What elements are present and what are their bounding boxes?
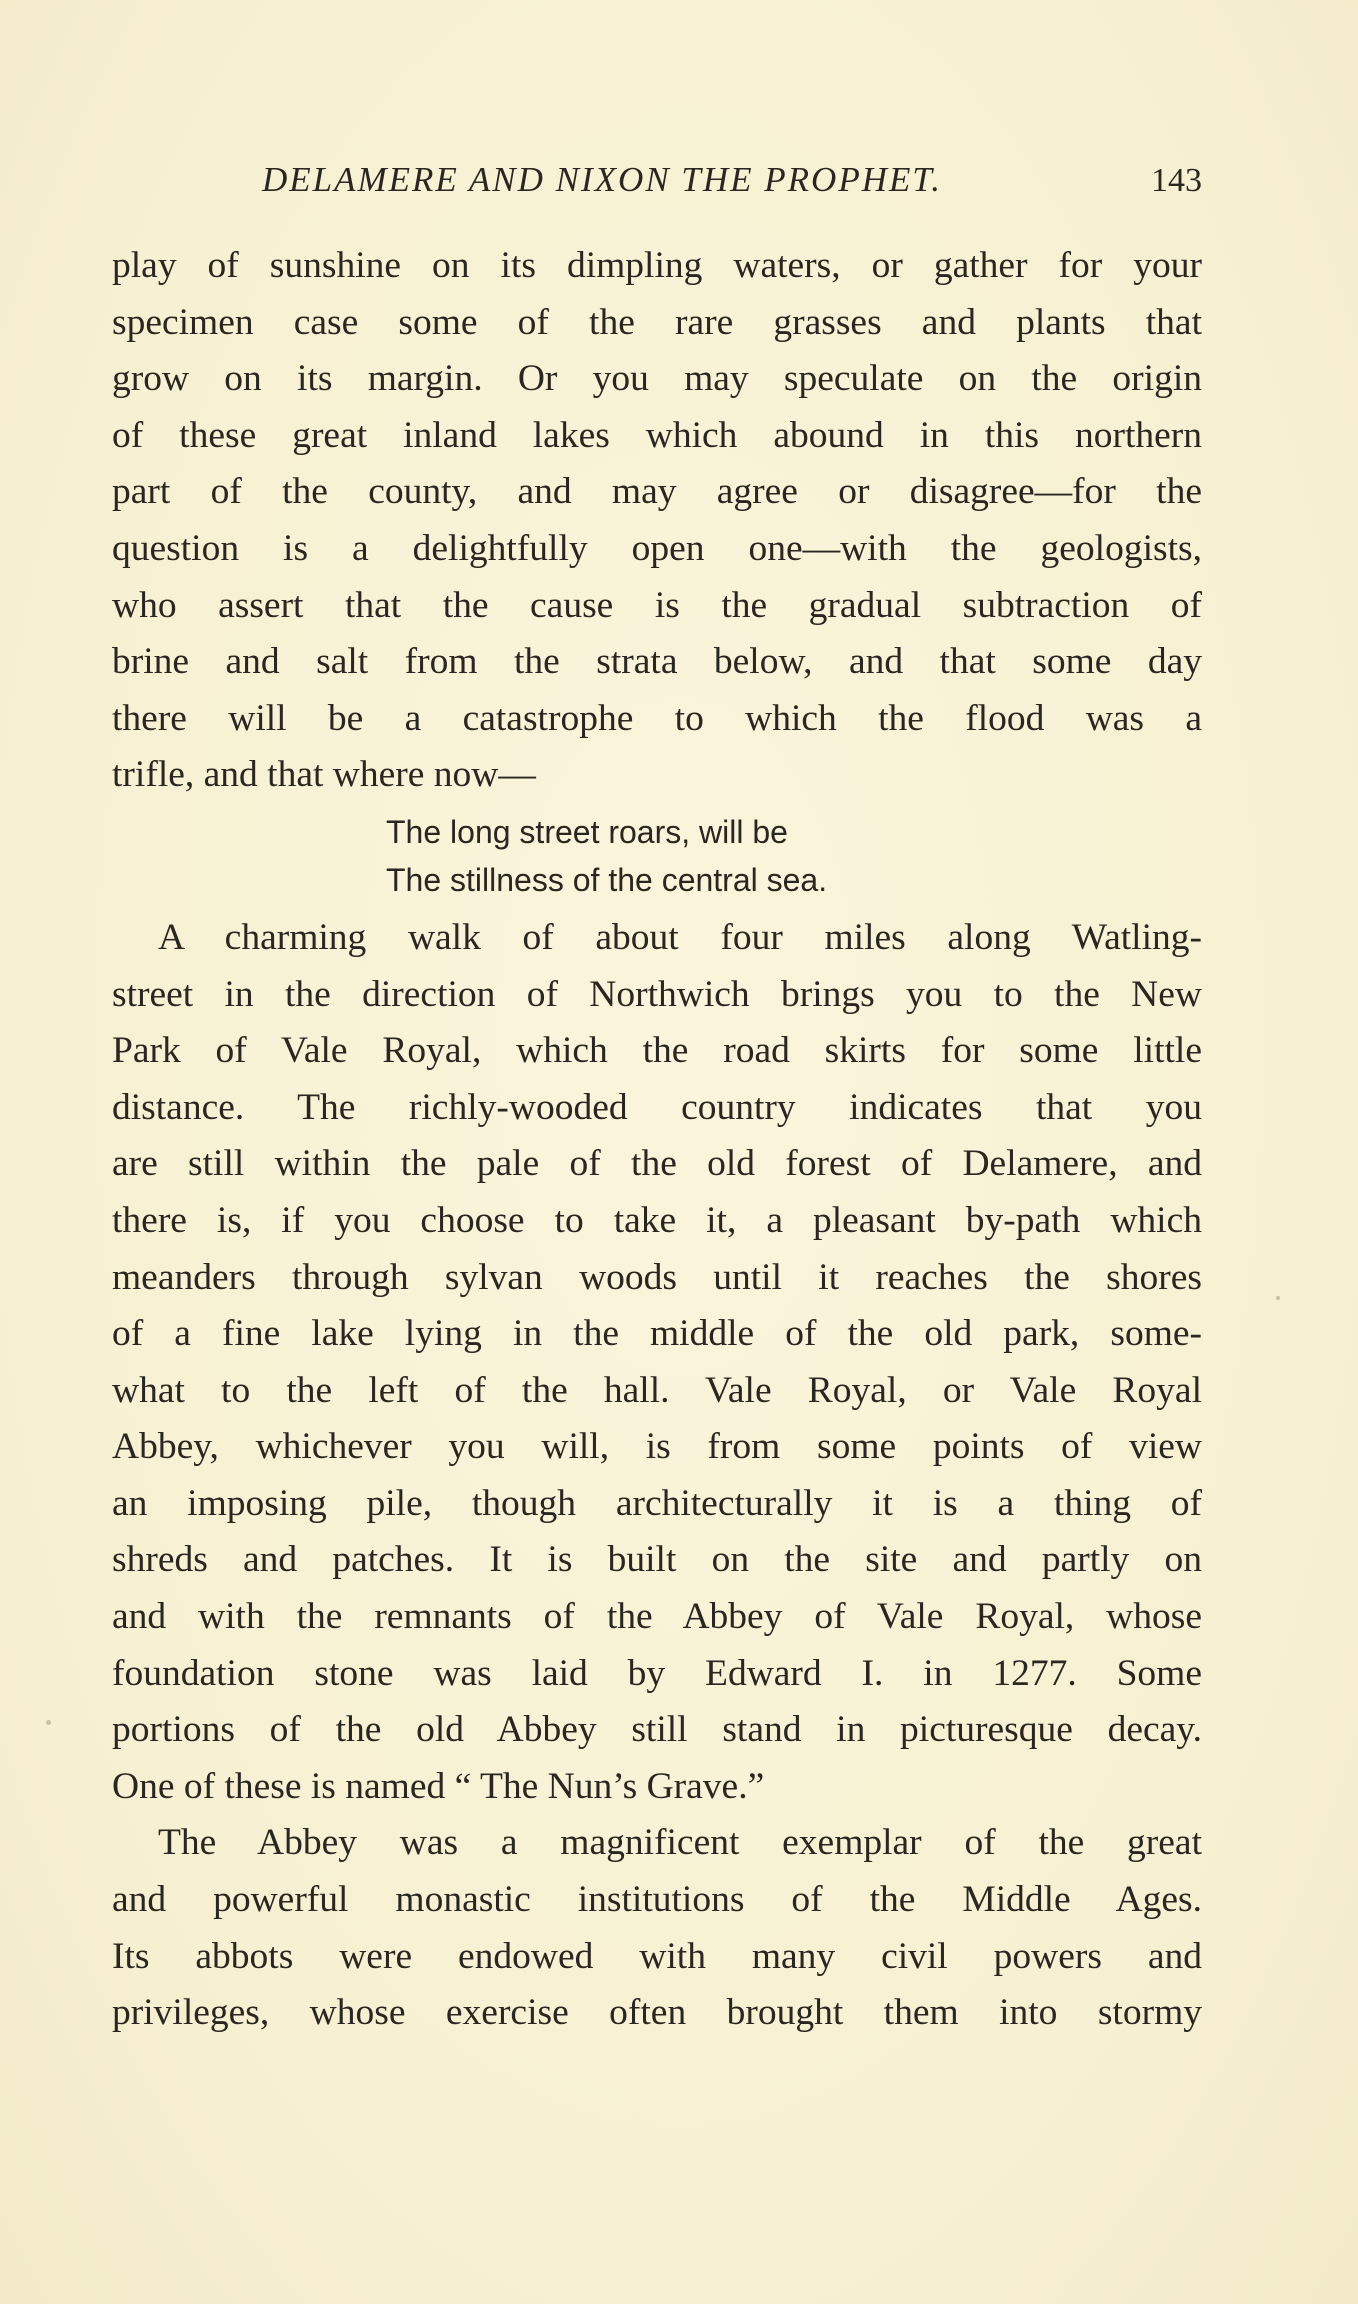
paper-speck: [1276, 1296, 1280, 1300]
paragraph-3: [112, 1815, 1202, 2041]
text-line: trifle, and that where now—: [112, 754, 536, 796]
text-line: play of sunshine on its dimpling waters, or gather for your: [112, 245, 1202, 286]
text-line: A charming walk of about four miles along Watling-: [158, 916, 1202, 958]
text-line: of these great inland lakes which abound in this northern: [112, 414, 1202, 456]
paragraph-2: [112, 910, 1202, 1816]
text-line: portions of the old Abbey still stand in picturesque decay.: [112, 1709, 1202, 1751]
text-line: The Abbey was a magnificent exemplar of the great: [158, 1822, 1202, 1864]
text-line: who assert that the cause is the gradual subtraction of: [112, 584, 1202, 626]
text-line: meanders through sylvan woods until it reaches the shores: [112, 1256, 1202, 1298]
page-number: 143: [1151, 162, 1202, 199]
text-line: are still within the pale of the old forest of Delamere, and: [112, 1143, 1202, 1185]
text-line: there is, if you choose to take it, a pleasant by-path which: [112, 1199, 1202, 1241]
paper-speck: [46, 1720, 51, 1725]
text-line: an imposing pile, though architecturally it is a thing of: [112, 1482, 1202, 1524]
text-line: Park of Vale Royal, which the road skirts for some little: [112, 1030, 1202, 1072]
page-body: [112, 238, 1202, 2042]
verse-line: The long street roars, will be: [386, 813, 788, 850]
running-title: DELAMERE AND NIXON THE PROPHET.: [262, 160, 942, 199]
text-line: distance. The richly-wooded country indicates that you: [112, 1086, 1202, 1128]
text-line: foundation stone was laid by Edward I. in 1277. Some: [112, 1652, 1202, 1694]
text-line: street in the direction of Northwich brings you to the New: [112, 973, 1202, 1015]
verse-line: The stillness of the central sea.: [386, 861, 828, 898]
text-line: specimen case some of the rare grasses and plants that: [112, 301, 1202, 343]
text-line: and with the remnants of the Abbey of Vale Royal, whose: [112, 1596, 1202, 1638]
text-line: there will be a catastrophe to which the flood was a: [112, 697, 1202, 739]
text-line: brine and salt from the strata below, and that some day: [112, 641, 1202, 683]
text-line: and powerful monastic institutions of the Middle Ages.: [112, 1879, 1202, 1921]
verse-quotation: [112, 808, 1202, 904]
text-line: part of the county, and may agree or disagree—for the: [112, 471, 1202, 513]
text-line: question is a delightfully open one—with the geologists,: [112, 527, 1202, 569]
text-line: Abbey, whichever you will, is from some points of view: [112, 1426, 1202, 1468]
paragraph-1: [112, 238, 1202, 804]
text-line: privileges, whose exercise often brought them into stormy: [112, 1992, 1202, 2034]
text-line: shreds and patches. It is built on the site and partly on: [112, 1539, 1202, 1581]
page-header: [112, 160, 1202, 206]
text-line: of a fine lake lying in the middle of the old park, some-: [112, 1313, 1202, 1355]
text-line: what to the left of the hall. Vale Royal, or Vale Royal: [112, 1369, 1202, 1411]
text-line: One of these is named “ The Nun’s Grave.”: [112, 1765, 765, 1807]
text-line: Its abbots were endowed with many civil powers and: [112, 1935, 1202, 1977]
text-line: grow on its margin. Or you may speculate on the origin: [112, 358, 1202, 400]
